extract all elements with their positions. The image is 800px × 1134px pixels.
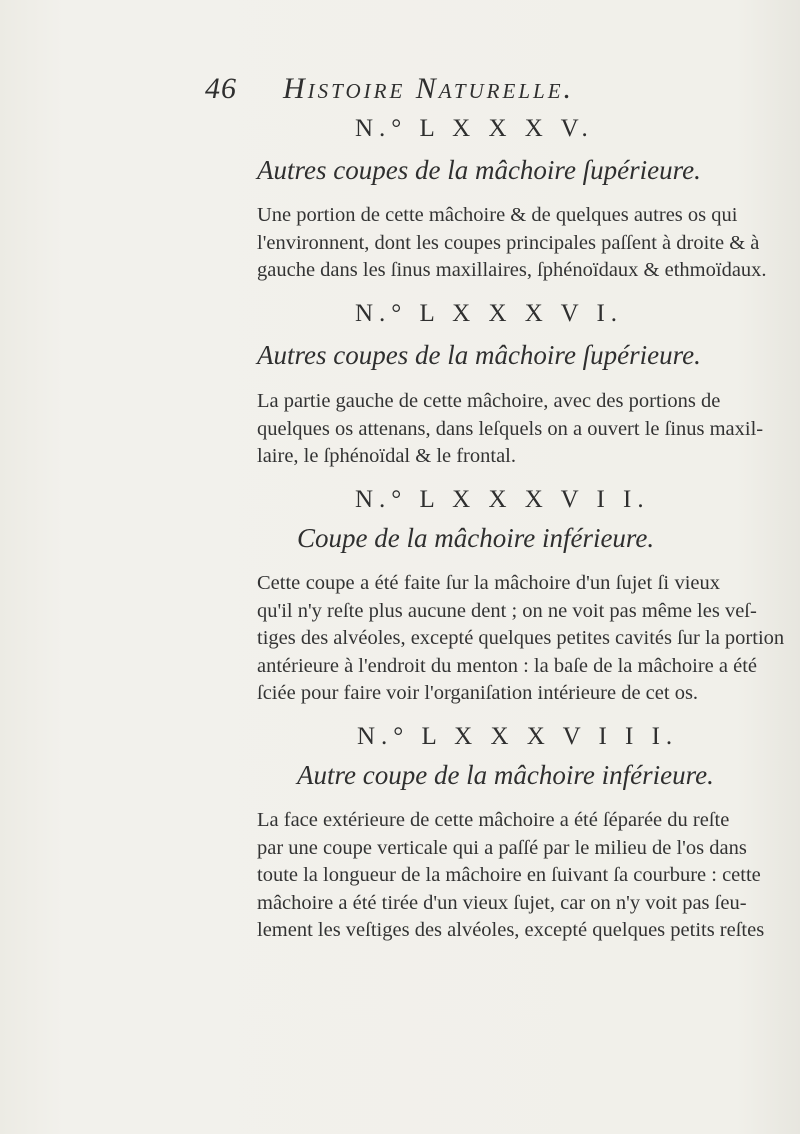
text-line: lement les veſtiges des alvéoles, excepté quelques petits reſtes [257,919,765,941]
text-line: ſciée pour faire voir l'organiſation intérieure de cet os. [257,682,699,704]
text-line: l'environnent, dont les coupes principales paſſent à droite & à [257,231,760,254]
section-title: Autre coupe de la mâchoire inférieure. [297,760,714,790]
text-line: La face extérieure de cette mâchoire a été ſéparée du reſte [257,809,730,831]
section-number: N.° L X X X V I. [355,300,624,327]
section-number: N.° L X X X V I I I. [357,723,679,750]
text-line: toute la longueur de la mâchoire en ſuivant ſa courbure : cette [257,864,761,886]
text-line: antérieure à l'endroit du menton : la baſe de la mâchoire a été [257,654,758,677]
section-paragraph [257,570,785,708]
text-line: La partie gauche de cette mâchoire, avec des portions de [257,390,721,412]
section-title: Autres coupes de la mâchoire ſupérieure. [257,155,701,185]
section-number: N.° L X X X V I I. [355,486,650,513]
text-line: gauche dans les ſinus maxillaires, ſphénoïdaux & ethmoïdaux. [257,259,767,281]
section-title: Autres coupes de la mâchoire ſupérieure. [257,340,701,370]
page-number: 46 [205,72,237,105]
section-paragraph [257,388,764,471]
section-paragraph [257,807,765,945]
text-line: quelques os attenans, dans leſquels on a ouvert le ſinus maxil- [257,417,764,440]
text-line: Cette coupe a été faite ſur la mâchoire d'un ſujet ſi vieux [257,572,720,594]
text-line: qu'il n'y reſte plus aucune dent ; on ne voit pas même les veſ- [257,599,757,622]
text-line: mâchoire a été tirée d'un vieux ſujet, car on n'y voit pas ſeu- [257,891,747,914]
text-line: tiges des alvéoles, excepté quelques petites cavités ſur la portion [257,627,785,649]
running-title: Histoire Naturelle. [283,72,575,105]
text-line: laire, le ſphénoïdal & le frontal. [257,445,517,467]
running-head [0,72,800,112]
section-paragraph [257,202,767,285]
text-line: par une coupe verticale qui a paſſé par le milieu de l'os dans [257,836,747,859]
section-title: Coupe de la mâchoire inférieure. [297,523,655,553]
section-number: N.° L X X X V. [355,115,594,142]
text-line: Une portion de cette mâchoire & de quelques autres os qui [257,204,738,226]
